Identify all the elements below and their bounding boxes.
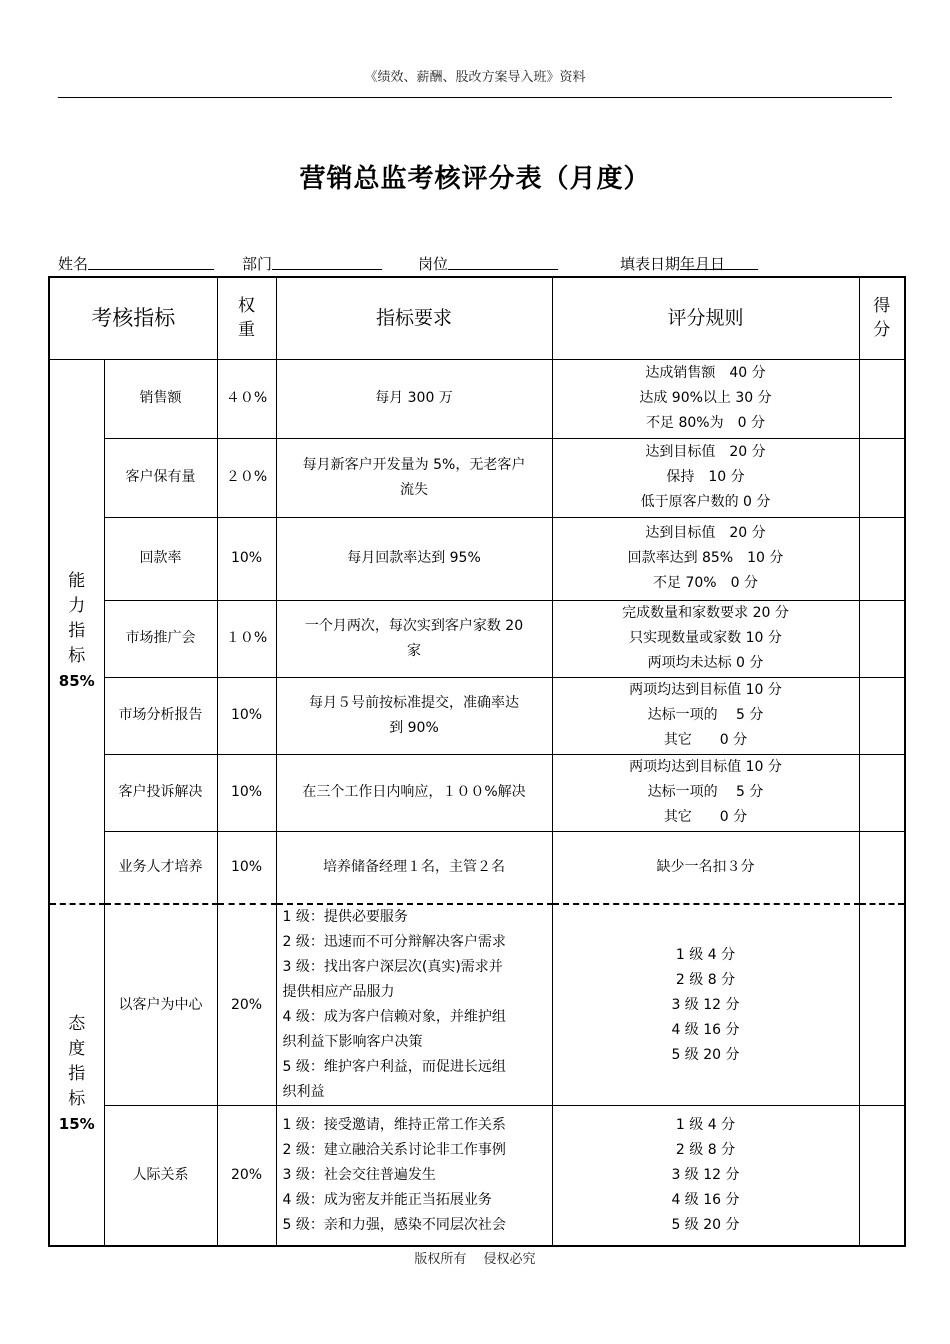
header-weight-line-2: 重 [238,320,255,341]
indicator-requirement [276,831,552,904]
attitude-char: 标 [68,1089,86,1110]
requirement-line: 流失 [400,481,428,498]
scoring-rule [552,1106,859,1246]
indicator-weight: 10% [217,754,276,831]
rule-line: 5 级 20 分 [671,1046,740,1063]
rule-line: 3 级 12 分 [671,1166,740,1183]
header-indicator: 考核指标 [49,277,217,359]
day-blank[interactable] [710,253,758,270]
requirement-line: 3 级：社会交往普遍发生 [282,1166,436,1183]
requirement-line: 4 级：成为密友并能正当拓展业务 [282,1191,492,1208]
rule-line: 保持 10 分 [666,469,745,485]
score-input[interactable] [859,1106,905,1246]
requirement-line: 织利益下影响客户决策 [282,1034,423,1050]
indicator-name: 市场推广会 [104,600,217,677]
score-input[interactable] [859,359,905,438]
rule-line: 其它 0 分 [663,809,748,825]
rule-line: 达标一项的 5 分 [647,707,764,723]
rule-line: 只实现数量或家数 10 分 [629,630,782,646]
indicator-name [104,831,217,904]
scoring-rule [552,517,859,600]
header-score [859,277,905,359]
requirement-line: 家 [407,642,421,659]
page-title: 营销总监考核评分表（月度） [299,164,651,194]
ability-char: 标 [68,645,86,666]
table-row [49,754,905,831]
rule-line: 两项均未达标 0 分 [647,655,764,671]
rule-line: 不足 80%为 0 分 [646,415,765,431]
rule-line: 2 级 8 分 [675,971,736,988]
indicator-name: 销售额 [104,359,217,438]
footer-note: 版权所有 侵权必究 [414,1252,536,1267]
indicator-requirement [276,754,552,831]
scoring-rule [552,677,859,754]
header-weight [217,277,276,359]
requirement-line: 5 级：维护客户利益，而促进长远组 [282,1059,506,1075]
score-input[interactable] [859,517,905,600]
header-row [49,277,905,359]
post-field[interactable] [418,253,448,274]
date-field[interactable] [620,253,725,274]
indicator-name-text: 市场分析报告 [118,707,203,723]
ability-char: 力 [68,595,86,616]
indicator-requirement [276,677,552,754]
attitude-category [49,904,104,1246]
rule-line: 达成销售额 40 分 [645,365,766,381]
rule-line: 达到目标值 20 分 [645,525,766,541]
requirement-line: 5 级：亲和力强，感染不同层次社会 [282,1216,506,1233]
score-input[interactable] [859,677,905,754]
rule-line: 1 级 4 分 [675,1116,736,1133]
requirement-line: 2 级：建立融洽关系讨论非工作事例 [282,1141,506,1158]
year-label: 年 [680,255,696,273]
requirement-line: 1 级：提供必要服务 [282,909,408,925]
indicator-name-text: 以客户为中心 [118,996,203,1013]
score-input[interactable] [859,438,905,517]
attitude-char: 度 [68,1039,86,1060]
indicator-requirement [276,600,552,677]
indicator-requirement [276,517,552,600]
score-input[interactable] [859,831,905,904]
indicator-name [104,754,217,831]
indicator-name: 回款率 [104,517,217,600]
table-row [49,517,905,600]
requirement-line: 每月 300 万 [375,390,453,406]
scoring-rule [552,754,859,831]
indicator-weight: 10% [217,831,276,904]
table-row [49,1106,905,1246]
indicator-name: 客户保有量 [104,438,217,517]
attitude-char: 指 [68,1064,86,1085]
score-input[interactable] [859,754,905,831]
requirement-line: 4 级：成为客户信赖对象，并维护组 [282,1009,506,1025]
ability-char: 能 [68,570,86,591]
table-row [49,677,905,754]
requirement-line: 提供相应产品服力 [282,984,395,1000]
rule-line: 不足 70% 0 分 [653,575,758,591]
indicator-name [104,677,217,754]
scoring-rule [552,359,859,438]
post-label: 岗位 [418,255,449,273]
header-note: 《绩效、薪酬、股改方案导入班》资料 [364,70,586,85]
indicator-weight: ４０% [217,359,276,438]
day-label: 日 [710,255,726,273]
indicator-weight: 10% [217,677,276,754]
dept-field[interactable] [242,253,272,274]
indicator-requirement [276,359,552,438]
rule-line: 低于原客户数的 0 分 [640,494,771,510]
indicator-weight: 20% [217,1106,276,1246]
dept-blank[interactable] [272,253,382,270]
indicator-name-text: 客户投诉解决 [118,784,203,800]
rule-line: 5 级 20 分 [671,1216,740,1233]
table-row [49,438,905,517]
rule-line: 回款率达到 85% 10 分 [627,550,784,566]
score-input[interactable] [859,600,905,677]
name-blank[interactable] [88,253,214,270]
rule-line: 2 级 8 分 [675,1141,736,1158]
requirement-line: 每月回款率达到 95% [347,550,481,566]
rule-line: 达标一项的 5 分 [647,784,764,800]
header-weight-line-1: 权 [238,296,255,317]
header-score-line-1: 得 [873,296,891,317]
requirement-line: 培养储备经理１名，主管２名 [323,858,505,875]
requirement-line: 2 级：迅速而不可分辩解决客户需求 [282,934,506,950]
rule-line: 1 级 4 分 [675,946,736,963]
rule-line: 完成数量和家数要求 20 分 [622,605,789,621]
header-requirement: 指标要求 [276,277,552,359]
indicator-name [104,904,217,1106]
requirement-line: 在三个工作日内响应，１００%解决 [302,784,526,800]
rule-line: 其它 0 分 [663,732,748,748]
dept-label: 部门 [242,255,273,273]
table-row [49,600,905,677]
requirement-line: 1 级：接受邀请，维持正常工作关系 [282,1116,506,1133]
indicator-weight: 10% [217,517,276,600]
indicator-name-text: 业务人才培养 [118,858,203,875]
table-row [49,831,905,904]
ability-percent: 85% [58,671,95,690]
indicator-requirement [276,438,552,517]
table-row [49,359,905,438]
rule-line: 达成 90%以上 30 分 [639,390,772,406]
ability-category [49,359,104,904]
scoring-rule [552,904,859,1106]
requirement-line: 织利益 [282,1084,325,1100]
rule-line: 两项均达到目标值 10 分 [629,759,782,775]
scoring-rule [552,600,859,677]
indicator-name: 人际关系 [104,1106,217,1246]
requirement-line: 一个月两次，每次实到客户家数 20 [304,617,524,634]
attitude-char: 态 [68,1014,86,1035]
indicator-weight: ２０% [217,438,276,517]
requirement-line: 每月新客户开发量为 5%，无老客户 [302,456,526,473]
score-input[interactable] [859,904,905,1106]
scoring-rule [552,438,859,517]
header-score-line-2: 分 [873,320,891,341]
scoring-rule [552,831,859,904]
rule-line: 达到目标值 20 分 [645,444,766,460]
indicator-requirement [276,1106,552,1246]
rule-line: 缺少一名扣３分 [656,858,755,875]
rule-line: 4 级 16 分 [671,1191,740,1208]
requirement-line: 3 级：找出客户深层次(真实)需求并 [282,959,503,975]
info-row [58,253,898,275]
name-label: 姓名 [58,255,89,273]
indicator-weight: １０% [217,600,276,677]
rule-line: 3 级 12 分 [671,996,740,1013]
ability-char: 指 [68,620,86,641]
requirement-line: 到 90% [389,719,439,736]
header-divider [58,97,892,98]
name-field[interactable] [58,253,88,274]
header-rule: 评分规则 [552,277,859,359]
date-label: 填表日期 [620,255,681,273]
month-label: 月 [695,255,711,273]
post-blank[interactable] [448,253,558,270]
indicator-requirement [276,904,552,1106]
requirement-line: 每月５号前按标准提交，准确率达 [309,694,519,711]
rule-line: 4 级 16 分 [671,1021,740,1038]
score-table [48,276,906,1247]
indicator-weight: 20% [217,904,276,1106]
rule-line: 两项均达到目标值 10 分 [629,682,782,698]
attitude-percent: 15% [58,1115,95,1134]
table-row [49,904,905,1106]
